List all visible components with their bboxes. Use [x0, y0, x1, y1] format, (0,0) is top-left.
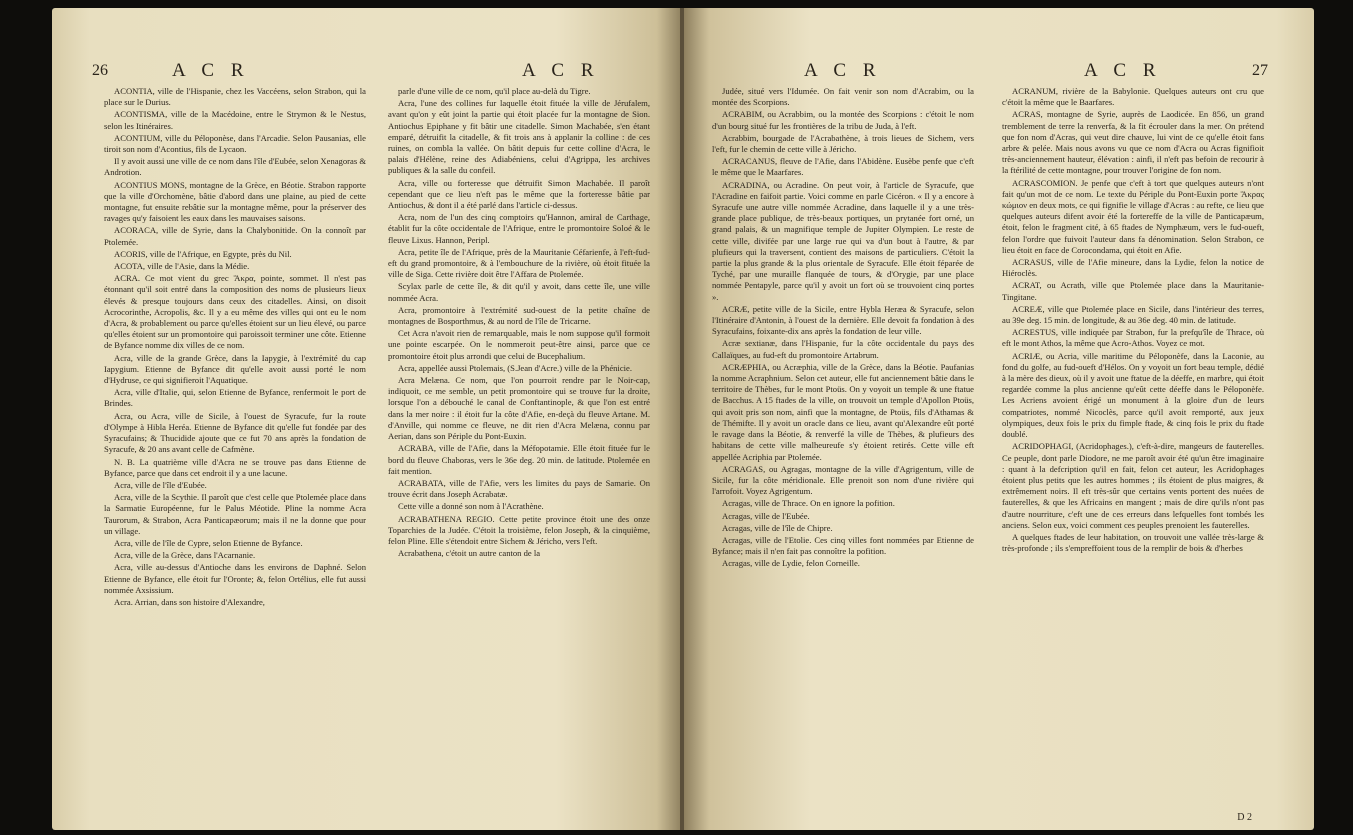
entry-paragraph: Il y avoit aussi une ville de ce nom dans l'île d'Eubée, selon Xenagoras & Androtion. [104, 156, 366, 178]
entry-paragraph: Acra. Arrian, dans son histoire d'Alexandre, [114, 596, 265, 607]
signature-mark: D 2 [1237, 812, 1252, 823]
entry-paragraph: ACRABATA, ville de l'Afie, vers les limites du pays de Samarie. On trouve écrit dans Joseph Acrabatæ. [388, 477, 650, 500]
running-header-left-2: A C R [522, 60, 600, 81]
entry-paragraph: ACRIÆ, ou Acria, ville maritime du Péloponèfe, dans la Laconie, au fond du golfe, au fud-oueft d'Hélos. On y voyoit un fort beau temple, dédié à la mère des dieux, où il y avoit une ftatue de la déeffe, en marbre, qui étoit regardée comme la plus ancienne qu'eût cette déeffe dans le Péloponèfe. Les Acriens avoient érigé un monument à la gloire d'un de leurs compatriotes, nommé Nicoclès, parce qu'il avoit remporté, aux jeux olympiques, deux fois le prix du fimple ftade, & cinq fois le prix du ftade doublé. [1002, 350, 1264, 440]
right-page [684, 8, 1314, 830]
entry-paragraph: Cet Acra n'avoit rien de remarquable, mais le nom suppose qu'il formoit une pointe escarpée. On le nommeroit peut-être ainsi, parce que ce promontoire étoit plus arrondi que celui de Bucephalium. [388, 328, 650, 361]
entry-paragraph: Acragas, ville de l'Eubée. [722, 510, 810, 521]
entry-paragraph: ACRABA, ville de l'Afie, dans la Méfopotamie. Elle étoit fituée fur le bord du fleuve Chaboras, vers le 36e deg. 20 min. de latitude. Ptolemée en fait mention. [388, 443, 650, 476]
entry-paragraph: ACRA. Ce mot vient du grec Ἄκρα, pointe, sommet. Il n'est pas étonnant qu'il soit entré dans la composition des noms de plusieurs lieux élevés & presque toujours dans ceux des citadelles. Ainsi, on disoit Acrocorinthe, Acropolis, &c. Il y a eu même des villes qui ont eu le nom d'Acra, & probablement ou parce qu'elles étoient sur un lieu élevé, ou parce qu'elles étoient sur un promontoire qui paroissoit terminer une côte. Etienne de Byfance nomme dix villes de ce nom. [104, 273, 366, 351]
entry-paragraph: ACRACANUS, fleuve de l'Afie, dans l'Abidène. Eusèbe penfe que c'eft le même que le Maarfares. [712, 156, 974, 178]
column-2 [388, 86, 650, 814]
entry-paragraph: Acra, appellée aussi Ptolemais, (S.Jean d'Acre.) ville de la Phénicie. [398, 362, 632, 373]
entry-paragraph: Acra, promontoire à l'extrémité sud-ouest de la petite chaîne de montagnes de Bosporthmus, & au nord de l'île de Tricarne. [388, 304, 650, 327]
entry-paragraph: ACRABIM, ou Acrabbim, ou la montée des Scorpions : c'étoit le nom d'un bourg situé fur les frontières de la tribu de Juda, à l'eft. [712, 109, 974, 131]
entry-paragraph: ACRÆPHIA, ou Acræphia, ville de la Grèce, dans la Béotie. Paufanias la nomme Acraphnium. Selon cet auteur, elle fut anciennement bâtie dans le territoire de Thèbes, fur le mont Ptoüs. On y voyoit un temple & une ftatue de Bacchus. A 15 ftades de la ville, on trouvoit un temple d'Apollon Ptoüs, qui avoit pris son nom, ainfi que la montagne, de Ptoüs, fils d'Athamas & de Thémifte. Il y avoit un oracle dans ce lieu, avant qu'Alexandre eût porté le ravage dans la Béotie, & renverfé la ville de Thèbes, & plufieurs des habitans de cette ville malheureufe s'y étoient retirés. Cette ville eft appellée Acriphia par Ptolemée. [712, 361, 974, 462]
entry-paragraph: Acrabbim, bourgade de l'Acrabathène, à trois lieues de Sichem, vers l'eft, fur le chemin de cette ville à Jéricho. [712, 132, 974, 155]
entry-paragraph: ACRASUS, ville de l'Afie mineure, dans la Lydie, felon la notice de Hiéroclès. [1002, 257, 1264, 279]
entry-paragraph: A quelques ftades de leur habitation, on trouvoit une vallée très-large & très-profonde ; ils s'empreffoient tous de la remplir de bois & d'herbes [1002, 531, 1264, 554]
entry-paragraph: Acragas, ville de Thrace. On en ignore la pofition. [722, 498, 895, 509]
running-header-right-1: A C R [804, 60, 882, 81]
entry-paragraph: Acra, ville d'Italie, qui, selon Etienne de Byfance, renfermoit le port de Brindes. [104, 387, 366, 409]
page-number-right: 27 [1252, 62, 1268, 79]
entry-paragraph: Acra, ville de la Grèce, dans l'Acarnanie. [114, 550, 256, 561]
page-number-left: 26 [92, 62, 108, 79]
entry-paragraph: Acra, nom de l'un des cinq comptoirs qu'Hannon, amiral de Carthage, établit fur la côte occidentale de l'Afrique, entre le promontoire Soloé & le fleuve Lixus. Hannon, Peripl. [388, 212, 650, 245]
entry-paragraph: ACONTISMA, ville de la Macédoine, entre le Strymon & le Nestus, selon les Itinéraires. [104, 109, 366, 131]
entry-paragraph: ACRAGAS, ou Agragas, montagne de la ville d'Agrigentum, ville de Sicile, fur la côte méridionale. Elle prenoit son nom d'une rivière qui l'arrofoit. Voyez Agrigentum. [712, 463, 974, 497]
entry-paragraph: ACRAS, montagne de Syrie, auprès de Laodicée. En 856, un grand tremblement de terre la renverfa, & la fit écrouler dans la mer. On prétend que fon nom d'Acras, qui veut dire chauve, lui vint de ce qu'elle étoit fans arbre & pelée. Mais nous avons vu que ce nom d'Acra ou Acras fignifioit très-anciennement hauteur, élévation : ainfi, il n'eft pas befoin de recourir à la ftérilité de cette montagne, pour trouver l'origine de fon nom. [1002, 109, 1264, 176]
entry-paragraph: Acragas, ville de l'île de Chipre. [722, 522, 833, 533]
entry-paragraph: Scylax parle de cette île, & dit qu'il y avoit, dans cette île, une ville nommée Acra. [388, 281, 650, 303]
entry-paragraph: Acragas, ville de l'Etolie. Ces cinq villes font nommées par Etienne de Byfance; mais il n'en fait pas connoître la pofition. [712, 534, 974, 557]
entry-paragraph: Acra Melæna. Ce nom, que l'on pourroit rendre par le Noir-cap, indiquoit, ce me semble, un petit promontoire qui se trouve fur la droite, lorsque l'on a débouché le canal de Conftantinople, & que l'on est entré dans la mer noire : il étoit fur la côte d'Afie, en-deçà du fleuve Artane. M. d'Anville, qui nomme ce fleuve, ne dit rien d'Acra Melæna, connu par Aerian, dans son Périple du Pont-Euxin. [388, 375, 650, 442]
entry-paragraph: Acra, ville de l'île d'Eubée. [114, 479, 207, 490]
entry-paragraph: Acra, petite île de l'Afrique, près de la Mauritanie Céfarienfe, à l'eft-fud-eft du grand promontoire, & à l'embouchure de la rivière, où étoit fituée la ville de Siga. Cette rivière doit être l'Affara de Ptolemée. [388, 246, 650, 280]
entry-paragraph: ACRANUM, rivière de la Babylonie. Quelques auteurs ont cru que c'étoit la même que le Baarfares. [1002, 86, 1264, 108]
entry-paragraph: Acragas, ville de Lydie, felon Corneille. [722, 558, 860, 569]
entry-paragraph: ACRADINA, ou Acradine. On peut voir, à l'article de Syracufe, que l'Acradine en faifoit partie. Voici comme en parle Cicéron. « Il y a encore à Syracufe une autre ville nommée Acradine, dans laquelle il y a une très-grande place publique, de très-beaux portiques, un prytanée fort orné, un grand palais, & un magnifique temple de Jupiter Olympien. Le reste de cette ville, divifée par une large rue qui va d'un bout à l'autre, & par plufieurs qui la traversent, contient des maisons de particuliers. C'étoit la partie la plus grande & la plus orientale de Syracufe. Elle étoit féparée de Tyché, par une muraille flanquée de tours, & d'Orygie, par une place nommée Pentapyle, parce qu'il y avoit un fort où se trouvoient cinq portes ». [712, 179, 974, 302]
entry-paragraph: Acra, ville au-dessus d'Antioche dans les environs de Daphné. Selon Etienne de Byfance, elle étoit fur l'Oronte; &, felon Ortélius, elle fut aussi nommée Axsissium. [104, 562, 366, 595]
entry-paragraph: ACORIS, ville de l'Afrique, en Egypte, près du Nil. [114, 248, 292, 259]
column-4 [1002, 86, 1264, 814]
entry-paragraph: ACONTIUM, ville du Péloponèse, dans l'Arcadie. Selon Pausanias, elle tiroit son nom d'Acontius, fils de Lycaon. [104, 132, 366, 155]
entry-paragraph: ACRAT, ou Acrath, ville que Ptolemée place dans la Mauritanie-Tingitane. [1002, 280, 1264, 302]
entry-paragraph: Acra, ville de l'île de Cypre, selon Etienne de Byfance. [114, 537, 303, 548]
entry-paragraph: Acra, ville ou forteresse que détruifit Simon Machabée. Il paroît cependant que ce lieu n'eft pas le même que la forteresse bâtie par Antiochus, & dont il a été parlé dans l'article ci-dessus. [388, 177, 650, 211]
entry-paragraph: Acrabathena, c'étoit un autre canton de la [398, 548, 541, 559]
entry-paragraph: ACOTA, ville de l'Asie, dans la Médie. [114, 261, 250, 272]
entry-paragraph: Cette ville a donné son nom à l'Acrathène. [398, 501, 544, 512]
running-header-left-1: A C R [172, 60, 250, 81]
entry-paragraph: Acra, l'une des collines fur laquelle étoit fituée la ville de Jérufalem, avant qu'on y eût joint la partie qui étoit placée fur la montagne de Sion. Antiochus Epiphane y fit bâtir une citadelle. Simon Machabée, s'en étant emparé, détruifit la citadelle, & fit trois ans à applanir la colline : de ces ruines, on combla la vallée. On bâtit depuis fur cette colline d'Acra, le palais d'Hélène, reine des Adiabéniens, celui d'Agrippa, les archives publiques & la salle du confeil. [388, 98, 650, 176]
entry-paragraph: ACRASCOMION. Je penfe que c'eft à tort que quelques auteurs n'ont fait qu'un mot de ce nom. Le texte du Périple du Pont-Euxin porte Ἄκρας κώμιον en deux mots, ce qui fignifie le village d'Acras : au refte, ce lieu que quelques auteurs difent avoir été la fortereffe de la ville de Panticapæum, étoit, felon le fragment cité, à 65 ftades de Nymphæum, vers le fud-oueft, felon l'ordre que fuivoit l'auteur dans fa dénomination. Selon Strabon, ce lieu étoit en face de Corocondama, qui étoit en Afie. [1002, 177, 1264, 255]
column-1 [104, 86, 366, 814]
entry-paragraph: Acra, ou Acra, ville de Sicile, à l'ouest de Syracufe, fur la route d'Olympe à Hibla Heréa. Etienne de Byfance dit qu'elle fut fondée par des Syracufains; & Thucidide ajoute que ce fut 70 ans après la fondation de Syracufe, & 20 ans avant celle de Cafmène. [104, 410, 366, 455]
entry-paragraph: Acra, ville de la Scythie. Il paroît que c'est celle que Ptolemée place dans la Sarmatie Européenne, fur le Palus Méotide. Pline la nomme Acra Taurorum, & Strabon, Acra Panticapæorum; mais il ne la donne que pour un village. [104, 492, 366, 536]
open-book [52, 8, 1314, 830]
entry-paragraph: Acræ sextianæ, dans l'Hispanie, fur la côte occidentale du pays des Callaïques, au fud-eft du promontoire Artabrum. [712, 338, 974, 360]
entry-paragraph: ACRESTUS, ville indiquée par Strabon, fur la prefqu'île de Thrace, où eft le mont Athos, la même que Acro-Athos. Voyez ce mot. [1002, 327, 1264, 349]
entry-paragraph: parle d'une ville de ce nom, qu'il place au-delà du Tigre. [398, 86, 591, 96]
entry-paragraph: ACRÆ, petite ville de la Sicile, entre Hybla Heræa & Syracufe, selon l'Itinéraire d'Antonin, à l'ouest de la dernière. Elle devoit fa fondation à des Syracufains, foixante-dix ans après la fondation de leur ville. [712, 303, 974, 337]
running-header-right-2: A C R [1084, 60, 1162, 81]
entry-paragraph: ACRABATHENA REGIO. Cette petite province étoit une des onze Toparchies de la Judée. C'étoit la troisième, felon Joseph, & la cinquième, felon Pline. Elle s'étendoit entre Sichem & Jéricho, vers l'eft. [388, 513, 650, 546]
entry-paragraph: Judée, situé vers l'Idumée. On fait venir son nom d'Acrabim, ou la montée des Scorpions. [712, 86, 974, 108]
left-page [52, 8, 682, 830]
entry-paragraph: Acra, ville de la grande Grèce, dans la Iapygie, à l'extrémité du cap Iapygium. Etienne de Byfance dit qu'elle avoit aussi porté le nom d'Hydruse, ce qui signifieroit l'Aquatique. [104, 352, 366, 386]
entry-paragraph: ACREÆ, ville que Ptolemée place en Sicile, dans l'intérieur des terres, au 39e deg. 15 min. de longitude, & au 36e deg. 40 min. de latitude. [1002, 303, 1264, 326]
entry-paragraph: ACONTIUS MONS, montagne de la Grèce, en Béotie. Strabon rapporte que la ville d'Orchomène, bâtie d'abord dans une plaine, au pied de cette montagne, fut ensuite rebâtie sur la montagne même, pour la préserver des ravages qu'y faisoient les eaux dans les mauvaises saisons. [104, 179, 366, 224]
entry-paragraph: ACONTIA, ville de l'Hispanie, chez les Vaccéens, selon Strabon, qui la place sur le Durius. [104, 86, 366, 108]
entry-paragraph: N. B. La quatrième ville d'Acra ne se trouve pas dans Etienne de Byfance, parce que dans cet endroit il y a une lacune. [104, 456, 366, 478]
entry-paragraph: ACORACA, ville de Syrie, dans la Chalybonitide. On la connoît par Ptolemée. [104, 225, 366, 247]
entry-paragraph: ACRIDOPHAGI, (Acridophages.), c'eft-à-dire, mangeurs de fauterelles. Ce peuple, dont parle Diodore, ne me paroît avoir été qu'un être imaginaire : quant à la defcription qu'il en fait, felon cet auteur, les Acridophages étoient plus petits que les autres hommes ; ils étoient de plus maigres, & extrêmement noirs. Il eft très-sûr que certains vents portent des nuées de fauterelles, & que les Africains en mangent ; mais de dire qu'ils n'ont pas d'autre nourriture, c'eft une de ces erreurs dans lefquelles font tombés les anciens. Selon eux, voici comment ces peuples prenoient les fauterelles. [1002, 441, 1264, 530]
column-3 [712, 86, 974, 814]
